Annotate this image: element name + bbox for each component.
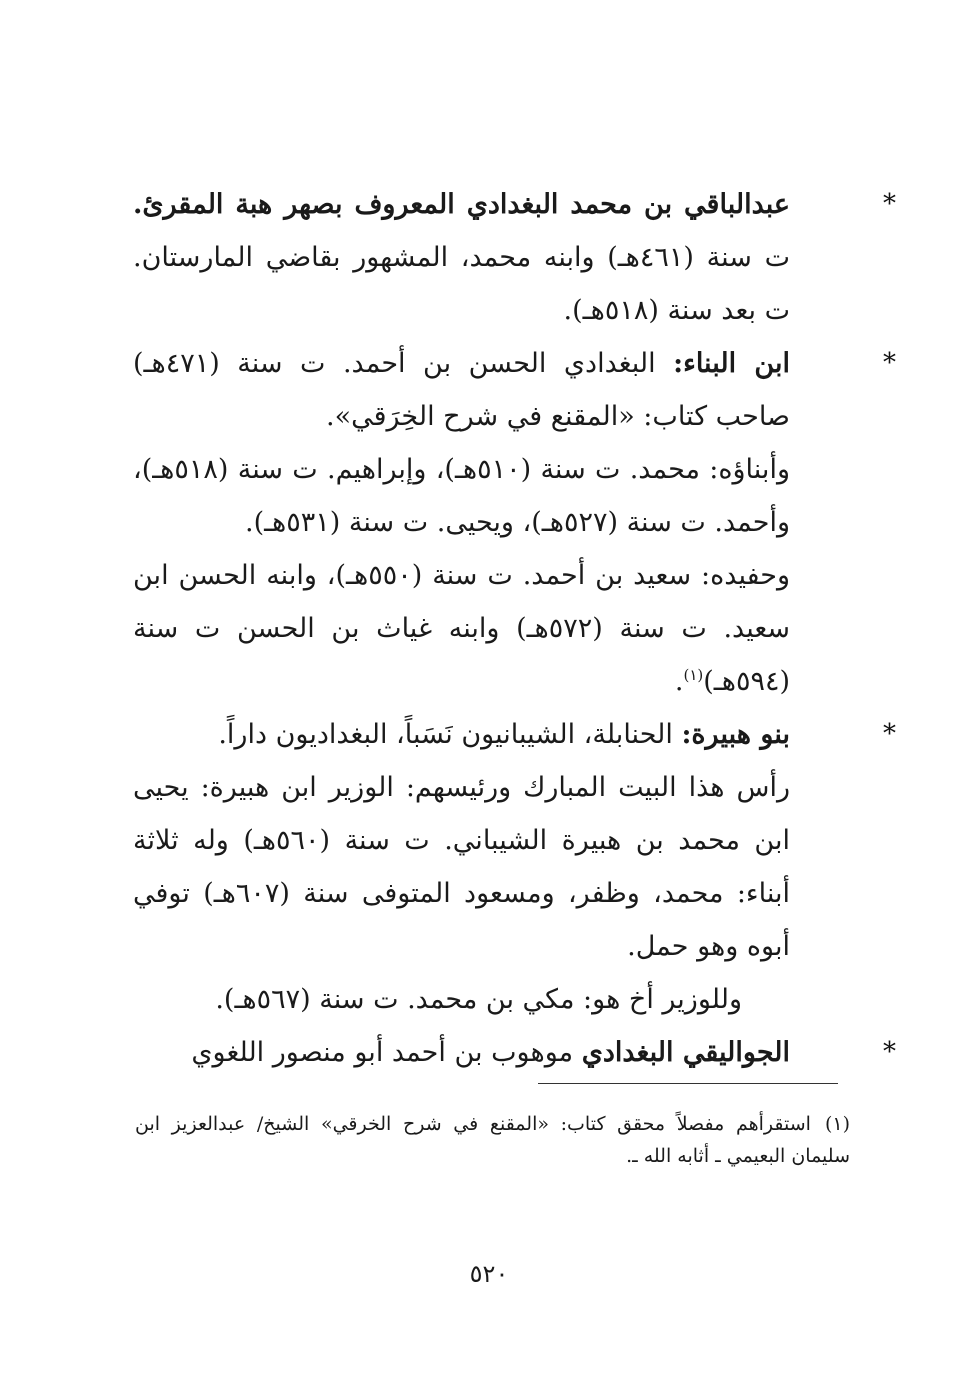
- entry-paragraph-sons: وأبناؤه: محمد. ت سنة (٥١٠هـ)، وإبراهيم. ت سنة (٥١٨هـ)، وأحمد. ت سنة (٥٢٧هـ)، ويحيى. ت سنة (٥٣١هـ).: [133, 454, 790, 538]
- footnote-separator: [538, 1083, 838, 1084]
- entry-ibn-albanna: [133, 337, 896, 443]
- entry-abdulbaqi: [133, 178, 896, 337]
- entry-body: موهوب بن أحمد أبو منصور اللغوي: [191, 1037, 582, 1068]
- footnote-reference[interactable]: (١): [683, 666, 704, 684]
- footnote: [135, 1108, 850, 1172]
- asterisk-marker-icon: *: [883, 1037, 896, 1067]
- entry-paragraph-brother: وللوزير أخ هو: مكي بن محمد. ت سنة (٥٦٧هـ).: [215, 984, 742, 1015]
- entry-body: البغدادي الحسن بن أحمد. ت سنة (٤٧١هـ) صاحب كتاب: «المقنع في شرح الخِرَقي».: [133, 348, 790, 432]
- entry-body: ت سنة (٤٦١هـ) وابنه محمد، المشهور بقاضي المارستان. ت بعد سنة (٥١٨هـ).: [133, 242, 790, 326]
- paragraph-end: .: [674, 666, 684, 697]
- footnote-mark: (١): [824, 1113, 850, 1135]
- entry-body: الحنابلة، الشيبانيون نَسَباً، البغداديون داراً.: [218, 719, 682, 750]
- entry-title: الجواليقي البغدادي: [581, 1037, 790, 1068]
- asterisk-marker-icon: *: [883, 189, 896, 219]
- entry-banu-hubayra: [133, 708, 896, 761]
- paragraph-text: وحفيده: سعيد بن أحمد. ت سنة (٥٥٠هـ)، وابنه الحسن ابن سعيد. ت سنة (٥٧٢هـ) وابنه غياث بن الحسن ت سنة (٥٩٤هـ): [133, 560, 791, 697]
- entry-paragraph-vizier: رأس هذا البيت المبارك ورئيسهم: الوزير ابن هبيرة: يحيى ابن محمد بن هبيرة الشيباني. ت سنة (٥٦٠هـ) وله ثلاثة أبناء: محمد، وظفر، ومسعود المتوفى سنة (٦٠٧هـ) توفي أبوه وهو حمل.: [133, 772, 791, 962]
- entry-title: عبدالباقي بن محمد البغدادي المعروف بصهر هبة المقرئ.: [133, 189, 790, 220]
- entry-title: ابن البناء:: [673, 348, 790, 379]
- entry-title: بنو هبيرة:: [681, 719, 790, 750]
- asterisk-marker-icon: *: [883, 719, 896, 749]
- footnote-text: استقرأهم مفصلاً محقق كتاب: «المقنع في شرح الخرقي» الشيخ/ عبدالعزيز ابن سليمان البعيمي ـ أثابه الله ـ.: [135, 1113, 850, 1167]
- entry-aljawaliqi: [133, 1026, 896, 1079]
- main-text: [133, 178, 896, 1079]
- page-number: ٥٢٠: [469, 1260, 509, 1288]
- entry-paragraph-grandson: [133, 549, 790, 708]
- asterisk-marker-icon: *: [883, 348, 896, 378]
